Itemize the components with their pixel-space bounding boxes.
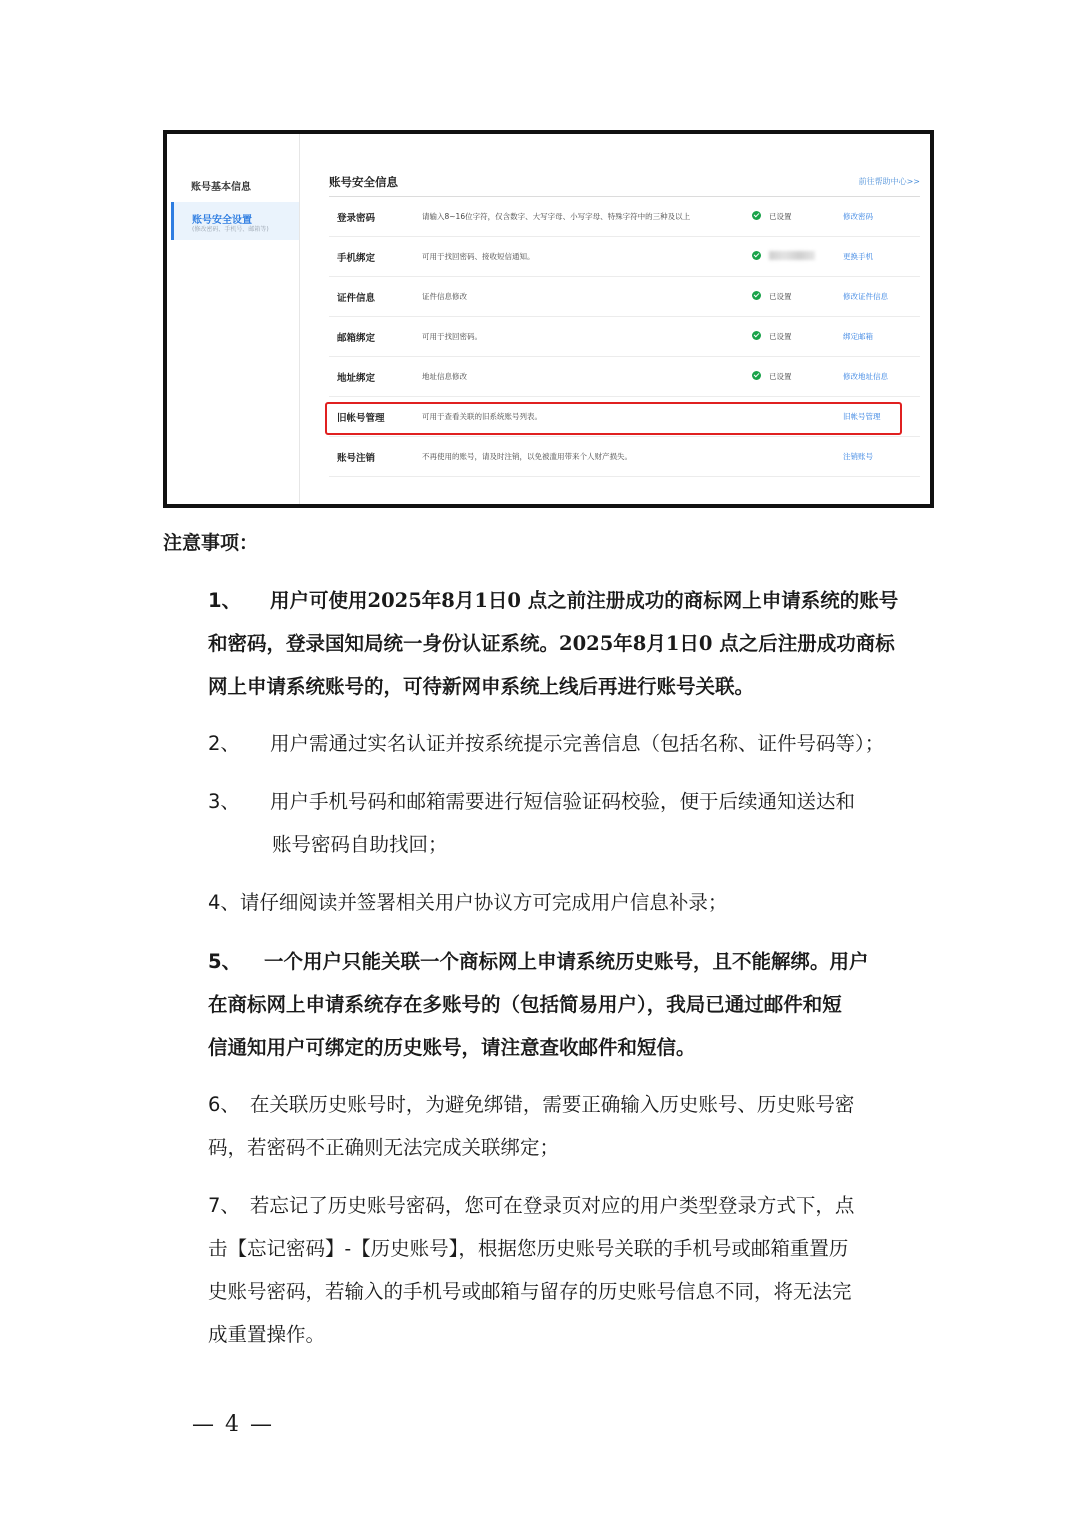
- help-center-link[interactable]: 前往帮助中心>>: [858, 177, 920, 186]
- note-line: 在商标网上申请系统存在多账号的（包括简易用户），我局已通过邮件和短: [208, 993, 842, 1016]
- note-item-3: [208, 780, 933, 866]
- sidebar-item-basic-info[interactable]: 账号基本信息: [191, 182, 251, 193]
- row-status: 已设置: [769, 212, 792, 221]
- row-name: 登录密码: [337, 213, 376, 224]
- note-line: 信通知用户可绑定的历史账号，请注意查收邮件和短信。: [208, 1036, 696, 1059]
- note-item-6: [208, 1083, 933, 1169]
- edit-address-link[interactable]: 修改地址信息: [843, 372, 888, 381]
- deregister-account-link[interactable]: 注销账号: [843, 452, 873, 461]
- note-item-5: [208, 940, 933, 1069]
- note-line: 若忘记了历史账号密码，您可在登录页对应的用户类型登录方式下，点: [249, 1194, 855, 1217]
- row-description: 证件信息修改: [422, 292, 467, 301]
- note-line: 账号密码自助找回；: [272, 833, 448, 856]
- row-name: 旧帐号管理: [337, 413, 385, 424]
- note-line: 网上申请系统账号的，可待新网申系统上线后再进行账号关联。: [208, 675, 755, 698]
- bind-email-link[interactable]: 绑定邮箱: [843, 332, 873, 341]
- row-description: 可用于找回密码。: [422, 332, 482, 341]
- section-title: 账号安全信息: [329, 175, 398, 189]
- note-number: 6、: [208, 1093, 240, 1116]
- note-line: 码，若密码不正确则无法完成关联绑定；: [208, 1136, 560, 1159]
- row-status: 已设置: [769, 332, 792, 341]
- note-line: 在关联历史账号时，为避免绑错，需要正确输入历史账号、历史账号密: [249, 1093, 855, 1116]
- note-line: 用户需通过实名认证并按系统提示完善信息（包括名称、证件号码等）；: [270, 732, 885, 755]
- note-line: 请仔细阅读并签署相关用户协议方可完成用户信息补录；: [239, 891, 728, 914]
- row-name: 手机绑定: [337, 253, 376, 264]
- note-line: 一个用户只能关联一个商标网上申请系统历史账号，且不能解绑。用户: [264, 950, 869, 973]
- old-account-management-link[interactable]: 旧帐号管理: [843, 412, 881, 421]
- row-name: 账号注销: [337, 453, 376, 464]
- note-line: 史账号密码，若输入的手机号或邮箱与留存的历史账号信息不同，将无法完: [208, 1280, 852, 1303]
- note-item-2: [208, 722, 933, 765]
- row-description: 可用于查看关联的旧系统账号列表。: [422, 412, 542, 421]
- note-number: 2、: [208, 732, 240, 755]
- row-status: 已设置: [769, 372, 792, 381]
- note-number: 4、: [208, 891, 240, 914]
- note-line: 成重置操作。: [208, 1323, 326, 1346]
- note-number: 3、: [208, 790, 240, 813]
- notes-heading: 注意事项：: [163, 532, 259, 554]
- sidebar-item-label: 账号安全设置: [192, 215, 252, 226]
- note-line: 击【忘记密码】-【历史账号】，根据您历史账号关联的手机号或邮箱重置历: [208, 1237, 849, 1260]
- row-name: 邮箱绑定: [337, 333, 376, 344]
- row-description: 可用于找回密码、接收短信通知。: [422, 252, 535, 261]
- row-name: 证件信息: [337, 293, 376, 304]
- row-description: 不再使用的账号，请及时注销，以免被滥用带来个人财产损失。: [422, 452, 632, 461]
- row-name: 地址绑定: [337, 373, 376, 384]
- edit-id-info-link[interactable]: 修改证件信息: [843, 292, 888, 301]
- note-item-4: [208, 881, 933, 924]
- note-line: 和密码，登录国知局统一身份认证系统。2025年8月1日0 点之后注册成功商标: [208, 632, 895, 655]
- page-number: — 4 —: [192, 1412, 274, 1437]
- row-description: 请输入8~16位字符，仅含数字、大写字母、小写字母、特殊字符中的三种及以上: [422, 212, 691, 221]
- row-description: 地址信息修改: [422, 372, 467, 381]
- change-password-link[interactable]: 修改密码: [843, 212, 873, 221]
- note-number: 5、: [208, 950, 242, 973]
- row-status: 已设置: [769, 292, 792, 301]
- note-item-7: [208, 1184, 933, 1356]
- change-phone-link[interactable]: 更换手机: [843, 252, 873, 261]
- note-line: 用户手机号码和邮箱需要进行短信验证码校验，便于后续通知送达和: [270, 790, 856, 813]
- note-number: 7、: [208, 1194, 240, 1217]
- sidebar-item-sublabel: (修改密码、手机号、邮箱等): [192, 226, 269, 233]
- note-line: 用户可使用2025年8月1日0 点之前注册成功的商标网上申请系统的账号: [270, 589, 899, 612]
- note-number: 1、: [208, 589, 242, 612]
- note-item-1: [208, 579, 933, 708]
